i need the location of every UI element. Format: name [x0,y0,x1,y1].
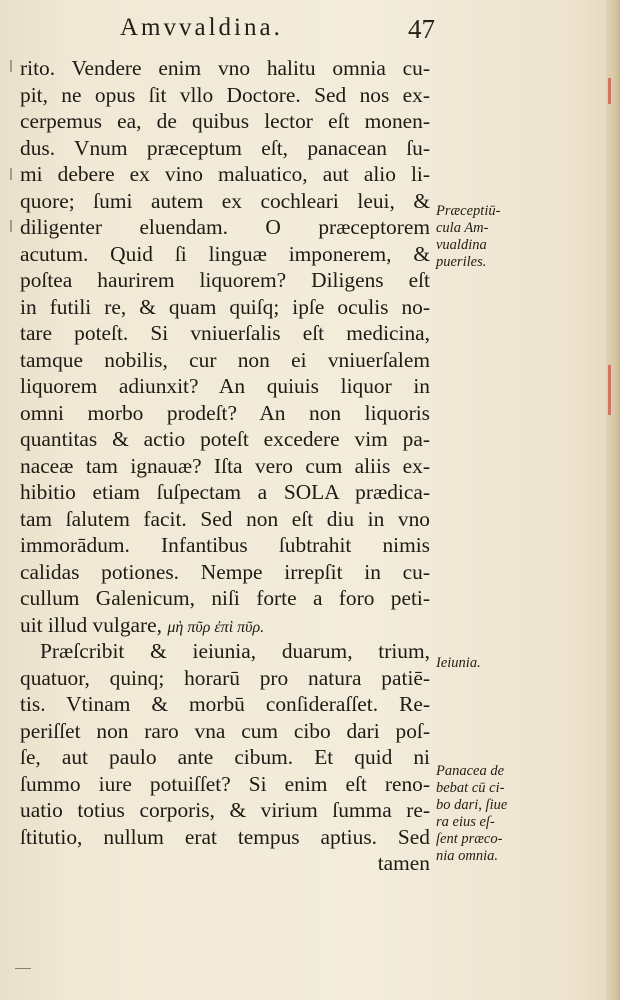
margin-note [436,655,556,672]
margin-note-line: vualdina [436,237,487,253]
text-line: omni morbo prodeſt? An non liquoris [20,400,430,425]
margin-note [436,203,556,271]
text-line: calidas potiones. Nempe irrepſit in cu- [20,559,430,584]
text-line: in futili re, & quam quiſq; ipſe oculis no- [20,294,430,319]
bottom-rule [15,968,31,969]
page-number: 47 [408,14,435,44]
margin-note-line: bebat cū ci- [436,780,505,796]
text-line: cullum Galenicum, niſi forte a foro peti- [20,586,430,610]
margin-note-line: Panacea de [436,763,505,779]
text-line: tis. Vtinam & morbū conſideraſſet. Re- [20,692,430,716]
text-line: quantitas & actio poteſt excedere vim pa- [20,427,430,451]
margin-note-line: ra eius eſ- [436,814,495,830]
text-line: hibitio etiam ſuſpectam a SOLA prædica- [20,480,430,504]
margin-tick [10,220,12,232]
text-line: Præſcribit & ieiunia, duarum, trium, [40,639,430,663]
running-head: Amvvaldina. [120,14,283,41]
text-line: immorādum. Infantibus ſubtrahit nimis [20,533,430,557]
margin-note-line: Præceptiū- [436,203,501,219]
text-line: tamen [377,851,430,875]
text-line: quatuor, quinq; horarū pro natura patiē- [20,665,430,690]
text-line-with-greek [20,612,430,639]
margin-note-line: nia omnia. [436,848,499,864]
text-line: liquorem adiunxit? An quiuis liquor in [20,374,430,398]
text-line: tare poteſt. Si vniuerſalis eſt medicina, [20,321,430,345]
text-line: acutum. Quid ſi linguæ imponerem, & [20,241,430,266]
margin-tick [10,60,12,72]
text-line: mi debere ex vino maluatico, aut alio li- [20,162,430,186]
red-edge-mark [608,78,611,104]
margin-note-line: ſent præco- [436,831,503,847]
margin-note [436,763,556,865]
text-line: quore; ſumi autem ex cochleari leui, & [20,188,430,213]
text-line: naceæ tam ignauæ? Iſta vero cum aliis ex- [20,453,430,478]
margin-note-line: bo dari, ſiue [436,797,508,813]
margin-note-line: pueriles. [436,254,487,270]
text-line: ſummo iure potuiſſet? Si enim eſt reno- [20,771,430,796]
margin-note-line: Ieiunia. [436,655,481,671]
text-line: cerpemus ea, de quibus lector eſt monen- [20,109,430,133]
body-text [20,55,430,877]
text-line: rito. Vendere enim vno halitu omnia cu- [20,56,430,80]
page-edge [606,0,620,1000]
margin-tick [10,168,12,180]
text-line: diligenter eluendam. O præceptorem [20,215,430,239]
text-line: uatio totius corporis, & virium ſumma re- [20,798,430,822]
text-line: poſtea haurirem liquorem? Diligens eſt [20,268,430,292]
text-line: pit, ne opus ſit vllo Doctore. Sed nos ex- [20,82,430,107]
text-line: tam ſalutem facit. Sed non eſt diu in vno [20,506,430,531]
greek-quote: μὴ πῦρ ἐπὶ πῦρ. [167,618,265,636]
text-line: dus. Vnum præceptum eſt, panacean ſu- [20,135,430,160]
text-line: ſtitutio, nullum erat tempus aptius. Sed [20,824,430,849]
text-line: uit illud vulgare, [20,612,162,637]
margin-note-line: cula Am- [436,220,489,236]
text-line: ſe, aut paulo ante cibum. Et quid ni [20,745,430,769]
text-line: tamque nobilis, cur non ei vniuerſalem [20,347,430,372]
red-edge-mark [608,365,611,415]
text-line: periſſet non raro vna cum cibo dari poſ- [20,718,430,743]
